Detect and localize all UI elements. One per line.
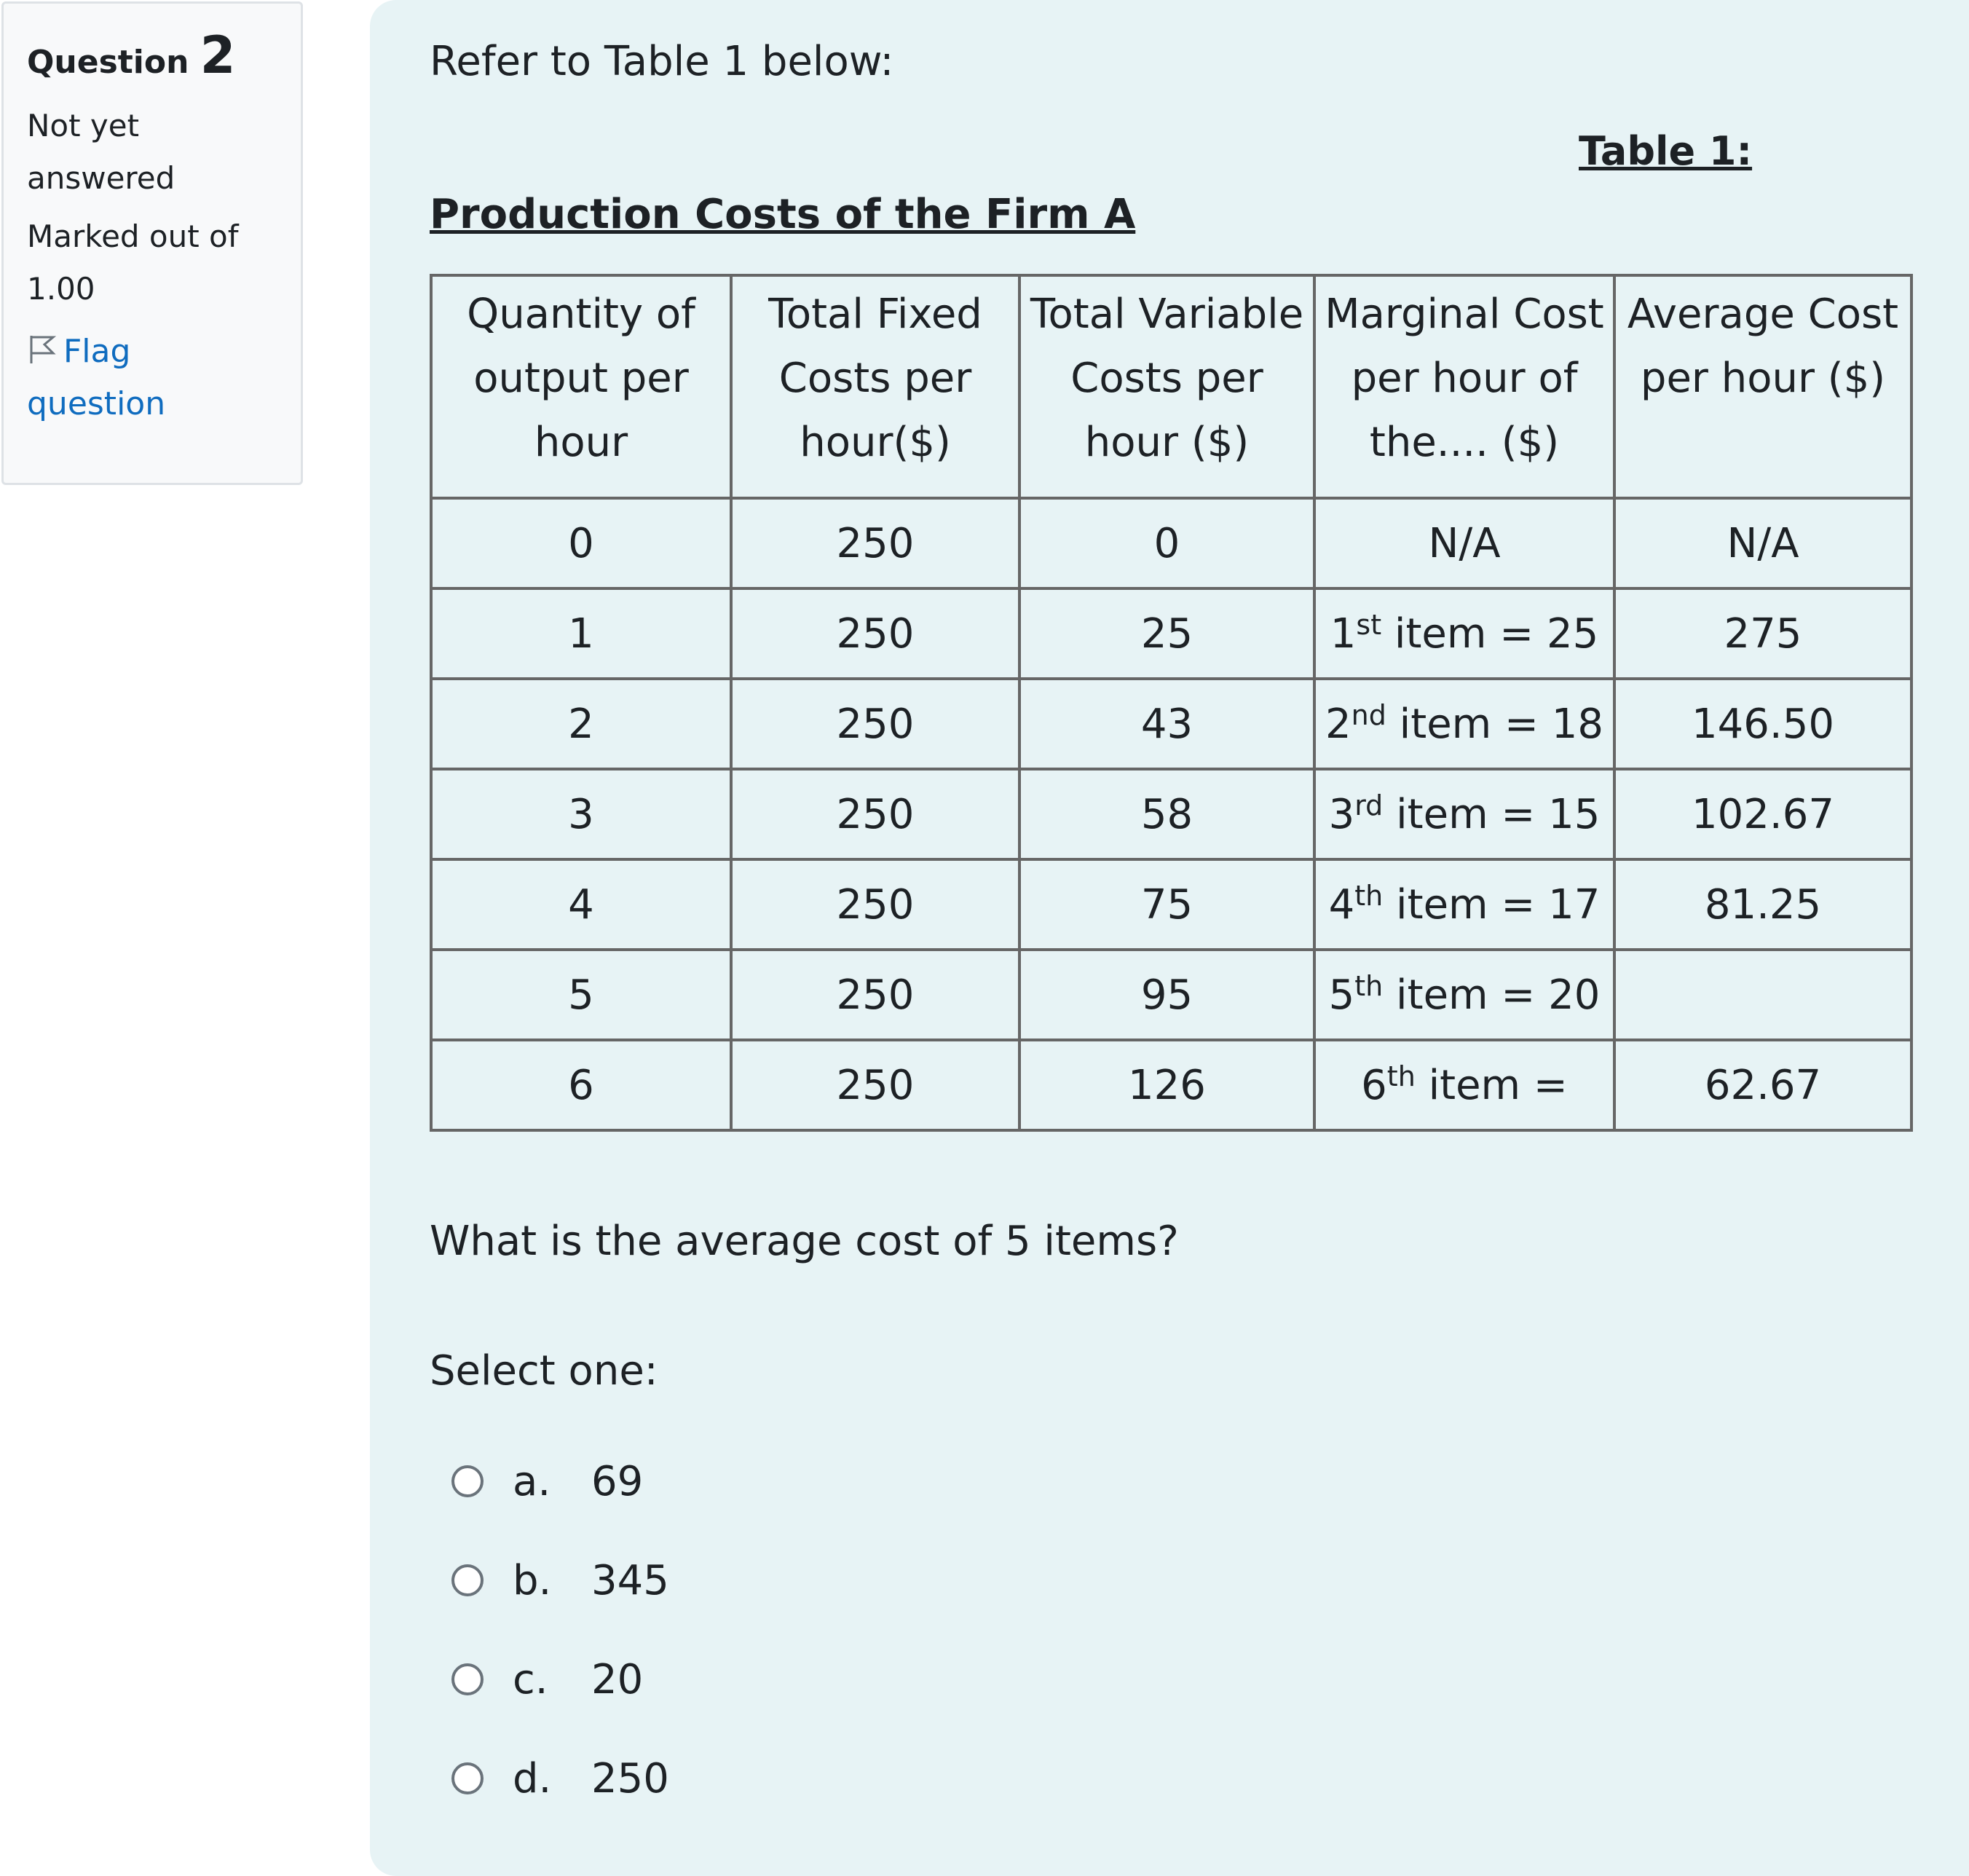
variable-cost-cell: 95 xyxy=(1019,950,1314,1040)
question-state: Not yet answered xyxy=(27,108,175,196)
table-row xyxy=(431,588,1911,679)
question-number: 2 xyxy=(200,25,236,85)
answer-letter: c. xyxy=(513,1655,548,1703)
column-header: Total Variable Costs per hour ($) xyxy=(1019,275,1314,498)
fixed-cost-cell: 250 xyxy=(731,769,1019,859)
variable-cost-cell: 25 xyxy=(1019,588,1314,679)
average-cost-cell: 81.25 xyxy=(1614,859,1911,950)
answer-letter: a. xyxy=(513,1457,551,1505)
quantity-cell: 2 xyxy=(431,679,731,769)
fixed-cost-cell: 250 xyxy=(731,1040,1019,1130)
table-body xyxy=(431,498,1911,1130)
marginal-cost-ordinal: 3 xyxy=(1328,790,1355,838)
flag-label: Flag question xyxy=(27,333,166,422)
fixed-cost-cell: 250 xyxy=(731,679,1019,769)
variable-cost-cell: 126 xyxy=(1019,1040,1314,1130)
average-cost-cell: 102.67 xyxy=(1614,769,1911,859)
flag-icon xyxy=(27,333,56,365)
marginal-cost-value: item = xyxy=(1415,1061,1568,1109)
average-cost-cell xyxy=(1614,950,1911,1040)
radio-icon[interactable] xyxy=(451,1465,484,1497)
column-header: Total Fixed Costs per hour($) xyxy=(731,275,1019,498)
quantity-cell: 5 xyxy=(431,950,731,1040)
marginal-cost-value: N/A xyxy=(1428,519,1501,567)
ordinal-suffix: rd xyxy=(1354,789,1384,821)
marginal-cost-value: item = 25 xyxy=(1381,610,1599,658)
marginal-cost-value: item = 15 xyxy=(1383,790,1601,838)
question-text: What is the average cost of 5 items? xyxy=(430,1218,1179,1265)
answer-value: 69 xyxy=(591,1457,644,1505)
column-header: Average Cost per hour ($) xyxy=(1614,275,1911,498)
marginal-cost-cell xyxy=(1314,679,1614,769)
radio-icon[interactable] xyxy=(451,1762,484,1794)
question-label: Question xyxy=(27,44,189,81)
variable-cost-cell: 75 xyxy=(1019,859,1314,950)
marginal-cost-ordinal: 5 xyxy=(1328,971,1355,1019)
table-row xyxy=(431,498,1911,588)
radio-icon[interactable] xyxy=(451,1663,484,1695)
variable-cost-cell: 58 xyxy=(1019,769,1314,859)
marginal-cost-value: item = 17 xyxy=(1383,880,1601,929)
table-row xyxy=(431,859,1911,950)
answer-option[interactable] xyxy=(451,1432,669,1531)
quantity-cell: 1 xyxy=(431,588,731,679)
ordinal-suffix: th xyxy=(1354,879,1384,912)
quantity-cell: 3 xyxy=(431,769,731,859)
average-cost-cell: N/A xyxy=(1614,498,1911,588)
radio-icon[interactable] xyxy=(451,1564,484,1596)
quantity-cell: 6 xyxy=(431,1040,731,1130)
answer-value: 345 xyxy=(591,1556,669,1604)
table-row xyxy=(431,950,1911,1040)
question-content xyxy=(370,0,1969,1876)
ordinal-suffix: nd xyxy=(1351,698,1386,731)
marginal-cost-ordinal: 4 xyxy=(1328,880,1355,929)
fixed-cost-cell: 250 xyxy=(731,588,1019,679)
marginal-cost-cell xyxy=(1314,588,1614,679)
marginal-cost-cell xyxy=(1314,950,1614,1040)
answer-value: 250 xyxy=(591,1754,669,1802)
column-header: Marginal Cost per hour of the.... ($) xyxy=(1314,275,1614,498)
marginal-cost-ordinal: 2 xyxy=(1325,700,1352,748)
average-cost-cell: 146.50 xyxy=(1614,679,1911,769)
table-row xyxy=(431,1040,1911,1130)
marginal-cost-ordinal: 1 xyxy=(1330,610,1357,658)
question-number-heading xyxy=(27,20,277,91)
answer-letter: d. xyxy=(513,1754,552,1802)
marginal-cost-ordinal: 6 xyxy=(1361,1061,1387,1109)
ordinal-suffix: st xyxy=(1356,608,1382,641)
table-row xyxy=(431,769,1911,859)
select-prompt: Select one: xyxy=(430,1347,658,1395)
fixed-cost-cell: 250 xyxy=(731,859,1019,950)
marginal-cost-cell xyxy=(1314,498,1614,588)
table-label: Table 1: xyxy=(1579,128,1753,174)
intro-text: Refer to Table 1 below: xyxy=(430,38,894,85)
flag-question-link[interactable] xyxy=(27,326,277,430)
marginal-cost-value: item = 18 xyxy=(1386,700,1603,748)
question-grade: Marked out of 1.00 xyxy=(27,218,239,307)
table-header-row xyxy=(431,275,1911,498)
question-info-panel xyxy=(1,1,303,485)
variable-cost-cell: 43 xyxy=(1019,679,1314,769)
fixed-cost-cell: 250 xyxy=(731,950,1019,1040)
answer-options xyxy=(451,1432,669,1828)
answer-value: 20 xyxy=(591,1655,644,1703)
marginal-cost-cell xyxy=(1314,859,1614,950)
quantity-cell: 0 xyxy=(431,498,731,588)
ordinal-suffix: th xyxy=(1386,1060,1416,1092)
answer-letter: b. xyxy=(513,1556,552,1604)
marginal-cost-cell xyxy=(1314,769,1614,859)
marginal-cost-cell xyxy=(1314,1040,1614,1130)
answer-option[interactable] xyxy=(451,1630,669,1729)
column-header: Quantity of output per hour xyxy=(431,275,731,498)
average-cost-cell: 275 xyxy=(1614,588,1911,679)
table-title: Production Costs of the Firm A xyxy=(430,191,1136,238)
ordinal-suffix: th xyxy=(1354,969,1384,1002)
average-cost-cell: 62.67 xyxy=(1614,1040,1911,1130)
table-row xyxy=(431,679,1911,769)
marginal-cost-value: item = 20 xyxy=(1383,971,1601,1019)
answer-option[interactable] xyxy=(451,1729,669,1828)
production-costs-table xyxy=(430,274,1913,1132)
answer-option[interactable] xyxy=(451,1531,669,1630)
variable-cost-cell: 0 xyxy=(1019,498,1314,588)
fixed-cost-cell: 250 xyxy=(731,498,1019,588)
quantity-cell: 4 xyxy=(431,859,731,950)
